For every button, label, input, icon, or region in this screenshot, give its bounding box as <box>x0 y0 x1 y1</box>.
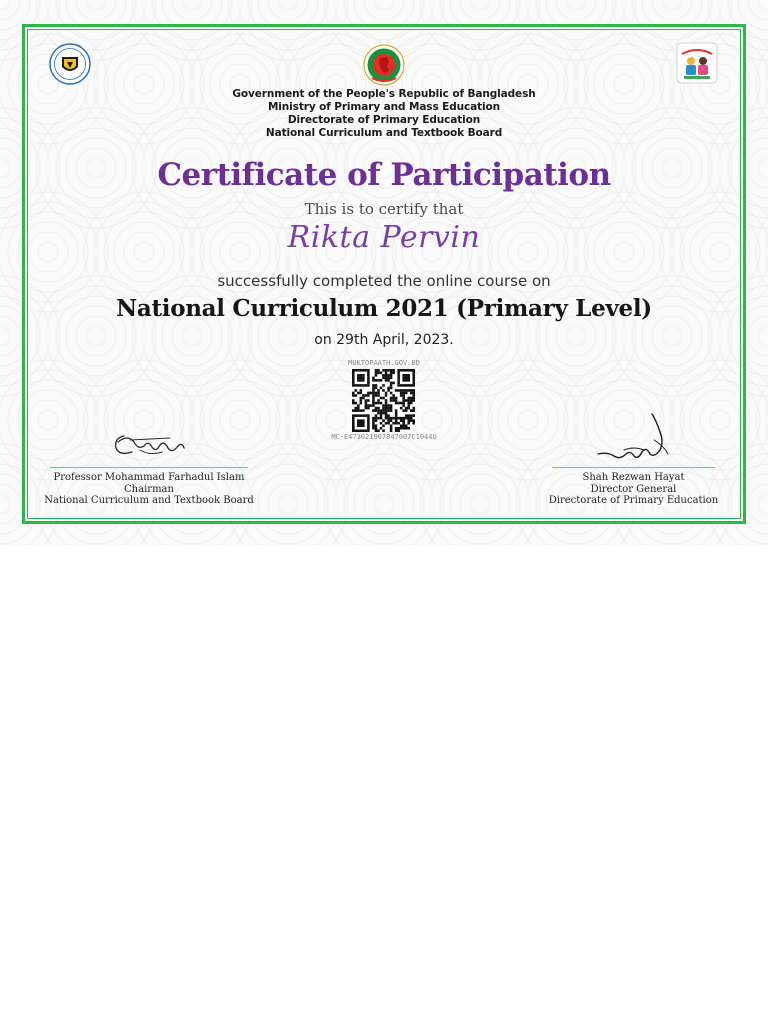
director-general-organization: Directorate of Primary Education <box>548 495 719 506</box>
certify-text: This is to certify that <box>304 200 464 218</box>
chairman-block <box>40 472 258 507</box>
bangladesh-government-seal-icon <box>362 44 406 86</box>
director-general-designation: Director General <box>590 483 677 495</box>
certificate-title: Certificate of Participation <box>157 157 611 193</box>
chairman-name: Professor Mohammad Farhadul Islam <box>53 472 245 483</box>
header-directorate: Directorate of Primary Education <box>287 114 481 126</box>
course-name: National Curriculum 2021 (Primary Level) <box>116 295 652 322</box>
completion-date: on 29th April, 2023. <box>314 332 454 348</box>
header-board: National Curriculum and Textbook Board <box>265 127 503 139</box>
qr-code <box>352 369 415 432</box>
chairman-organization: National Curriculum and Textbook Board <box>44 495 254 506</box>
director-general-signature <box>594 410 674 466</box>
header-government: Government of the People's Republic of Bangladesh <box>232 88 536 100</box>
nctb-emblem-icon <box>49 43 91 85</box>
recipient-name: Rikta Pervin <box>287 220 481 255</box>
completed-text: successfully completed the online course on <box>217 272 551 290</box>
director-general-block <box>532 472 735 507</box>
website-label: MUKTOPAATH.GOV.BD <box>348 359 420 367</box>
director-general-signature-line <box>552 467 715 468</box>
primary-education-logo-icon <box>676 42 718 84</box>
chairman-designation: Chairman <box>124 483 174 495</box>
chairman-signature <box>110 428 190 462</box>
header-ministry: Ministry of Primary and Mass Education <box>267 101 501 113</box>
director-general-name: Shah Rezwan Hayat <box>582 472 685 483</box>
chairman-signature-line <box>50 467 248 468</box>
certificate-code: MC-E473021907847007C1044U <box>331 433 437 441</box>
